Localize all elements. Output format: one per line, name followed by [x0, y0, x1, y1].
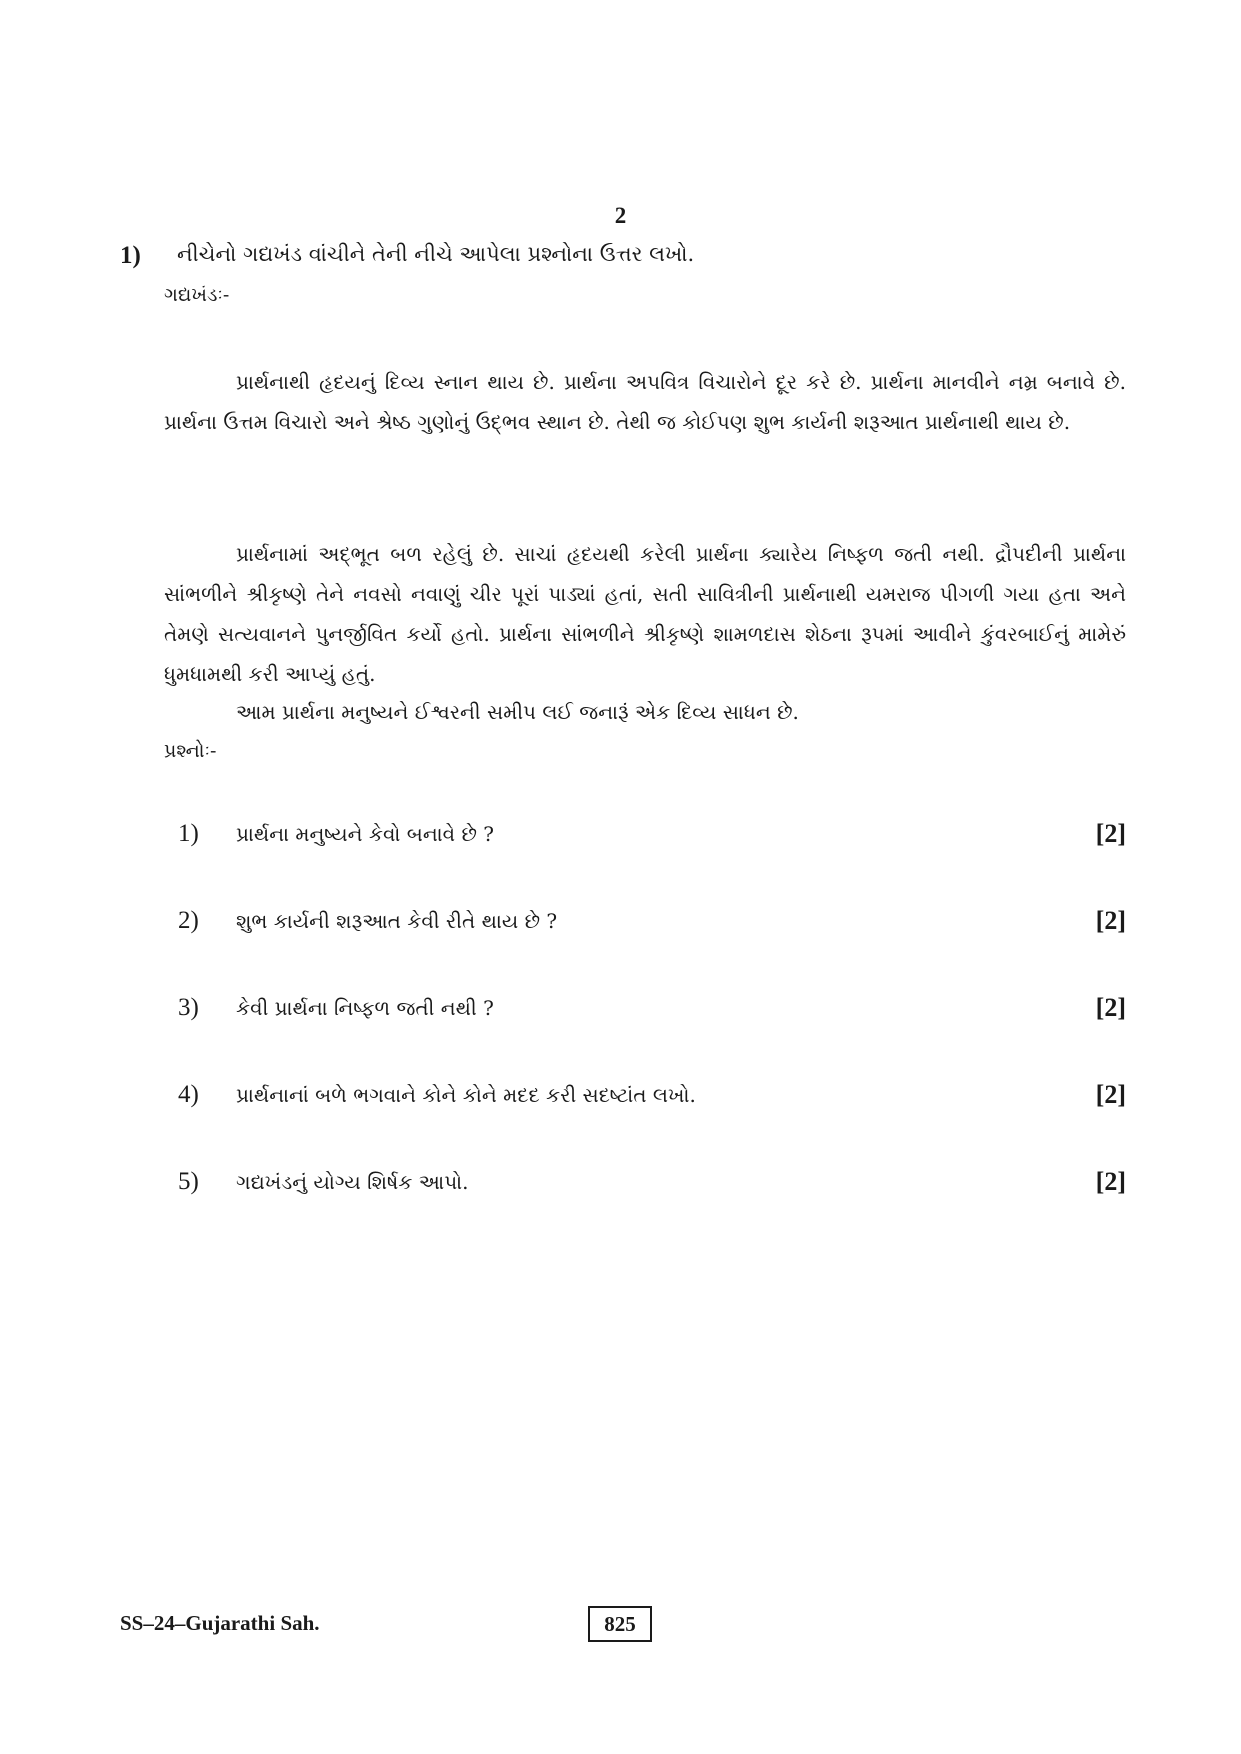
passage-paragraph-2: પ્રાર્થનામાં અદ્ભૂત બળ રહેલું છે. સાચાં હૃદયથી કરેલી પ્રાર્થના ક્યારેય નિષ્ફળ જતી નથી. દ્રૌપદીની પ્રાર્થના સાંભળીને શ્રીકૃષ્ણે તેને નવસો નવાણું ચીર પૂરાં પાડ્યાં હતાં, સતી સાવિત્રીની પ્રાર્થનાથી યમરાજ પીગળી ગયા હતા અને તેમણે સત્યવાનને પુનર્જીવિત કર્યો હતો. પ્રાર્થના સાંભળીને શ્રીકૃષ્ણે શામળદાસ શેઠના રૂપમાં આવીને કુંવરબાઈનું મામેરું ધુમધામથી કરી આપ્યું હતું.: [164, 542, 1126, 686]
footer-paper-code: SS–24–Gujarathi Sah.: [120, 1611, 320, 1635]
sub-question-text: કેવી પ્રાર્થના નિષ્ફળ જતી નથી ?: [236, 996, 494, 1020]
sub-question-text: ગદ્યખંડનું યોગ્ય શિર્ષક આપો.: [236, 1170, 469, 1194]
sub-question-marks: [2]: [1095, 1080, 1126, 1109]
sub-question-number: 1): [178, 820, 199, 847]
sub-question-5: [178, 1164, 1126, 1204]
sub-question-4: [178, 1077, 1126, 1117]
sub-question-marks: [2]: [1095, 1167, 1126, 1196]
sub-question-text: શુભ કાર્યની શરૂઆત કેવી રીતે થાય છે ?: [236, 909, 558, 933]
sub-question-text: પ્રાર્થના મનુષ્યને કેવો બનાવે છે ?: [236, 822, 494, 846]
sub-question-number: 2): [178, 907, 199, 934]
passage-paragraph-3: આમ પ્રાર્થના મનુષ્યને ઈશ્વરની સમીપ લઈ જનારૂં એક દિવ્ય સાધન છે.: [236, 700, 799, 724]
sub-question-text: પ્રાર્થનાનાં બળે ભગવાને કોને કોને મદદ કરી સદષ્ટાંત લખો.: [236, 1083, 696, 1107]
sub-question-3: [178, 990, 1126, 1030]
footer-page-box: 825: [588, 1606, 652, 1642]
questions-label: પ્રશ્નોઃ-: [164, 740, 217, 762]
question-instruction: નીચેનો ગદ્યખંડ વાંચીને તેની નીચે આપેલા પ્રશ્નોના ઉત્તર લખો.: [177, 242, 695, 266]
sub-question-number: 4): [178, 1081, 199, 1108]
passage-label: ગદ્યખંડઃ-: [164, 284, 230, 306]
passage-paragraph-1: પ્રાર્થનાથી હૃદયનું દિવ્ય સ્નાન થાય છે. પ્રાર્થના અપવિત્ર વિચારોને દૂર કરે છે. પ્રાર્થના માનવીને નમ્ર બનાવે છે. પ્રાર્થના ઉત્તમ વિચારો અને શ્રેષ્ઠ ગુણોનું ઉદ્ભવ સ્થાન છે. તેથી જ કોઈપણ શુભ કાર્યની શરૂઆત પ્રાર્થનાથી થાય છે.: [164, 370, 1126, 434]
page-number: 2: [614, 203, 627, 228]
sub-question-1: [178, 816, 1126, 856]
sub-question-number: 5): [178, 1168, 199, 1195]
sub-question-marks: [2]: [1095, 906, 1126, 935]
sub-question-marks: [2]: [1095, 993, 1126, 1022]
sub-question-marks: [2]: [1095, 819, 1126, 848]
sub-question-number: 3): [178, 994, 199, 1021]
sub-question-2: [178, 903, 1126, 943]
question-number: 1): [120, 242, 141, 269]
